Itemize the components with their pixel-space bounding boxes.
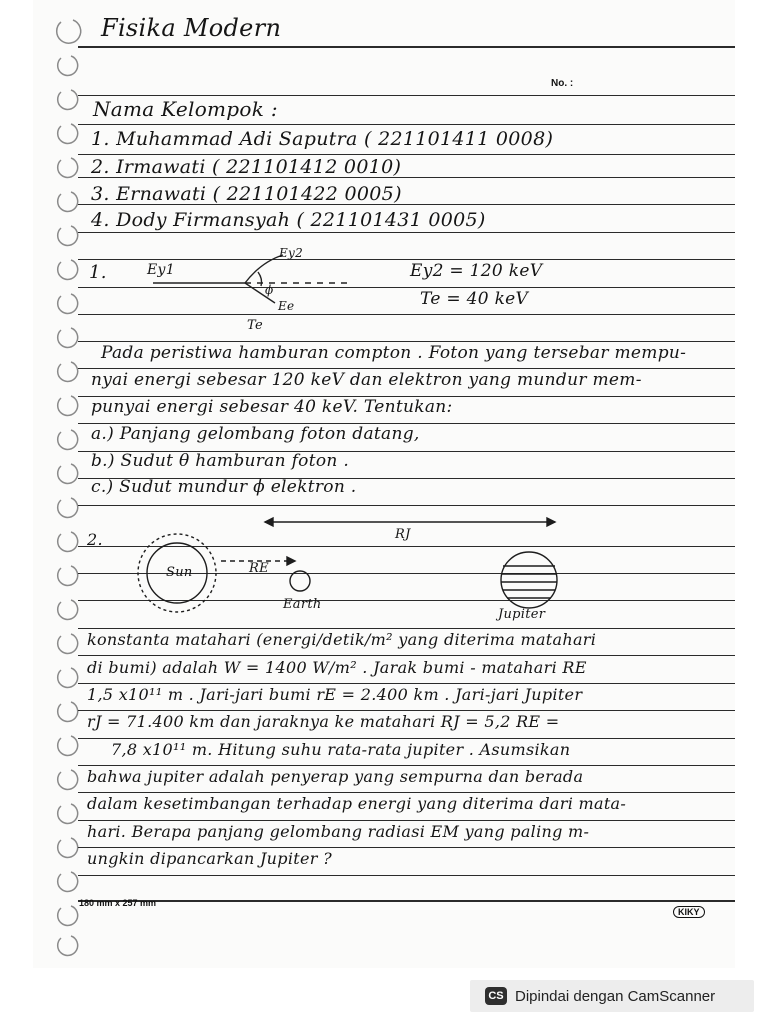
rule-line (78, 847, 735, 848)
label-jupiter: Jupiter (498, 607, 546, 622)
rule-line (78, 900, 735, 902)
solar-system-diagram (33, 0, 735, 640)
q1-part-a: a.) Panjang gelombang foton datang, (91, 424, 420, 444)
member-3: 3. Ernawati ( 221101422 0005) (91, 183, 402, 205)
rule-line (78, 792, 735, 793)
member-1: 1. Muhammad Adi Saputra ( 221101411 0008) (91, 128, 554, 150)
label-rj: RJ (395, 527, 411, 542)
rule-line (78, 710, 735, 711)
label-ey2: Ey2 (279, 246, 304, 260)
label-ee: Ee (278, 299, 295, 313)
label-sun: Sun (166, 565, 193, 580)
no-label: No. : (551, 78, 574, 89)
group-heading: Nama Kelompok : (93, 97, 278, 121)
page-title: Fisika Modern (101, 14, 282, 42)
camscanner-logo-icon: CS (485, 987, 507, 1005)
q1-number: 1. (89, 262, 107, 283)
camscanner-text: Dipindai dengan CamScanner (515, 987, 716, 1005)
label-ey1: Ey1 (147, 262, 175, 278)
rule-line (78, 655, 735, 656)
q2-line-9: ungkin dipancarkan Jupiter ? (87, 849, 332, 868)
q2-number: 2. (87, 530, 103, 549)
q2-line-3: 1,5 x10¹¹ m . Jari-jari bumi rE = 2.400 km . Jari-jari Jupiter (87, 685, 583, 704)
rule-line (78, 738, 735, 739)
notebook-page (33, 0, 735, 968)
rule-line (78, 765, 735, 766)
q2-line-4: rJ = 71.400 km dan jaraknya ke matahari RJ = 5,2 RE = (87, 712, 560, 731)
label-re: RE (249, 561, 269, 576)
paper-size-label: 180 mm x 257 mm (79, 898, 157, 908)
member-2: 2. Irmawati ( 221101412 0010) (91, 156, 402, 178)
q1-part-c: c.) Sudut mundur ϕ elektron . (91, 477, 357, 497)
q1-part-b: b.) Sudut θ hamburan foton . (91, 451, 350, 471)
given-ey2: Ey2 = 120 keV (410, 261, 543, 281)
q2-line-2: di bumi) adalah W = 1400 W/m² . Jarak bumi - matahari RE (87, 658, 587, 677)
brand-logo: KIKY (673, 906, 705, 918)
q2-line-5: 7,8 x10¹¹ m. Hitung suhu rata-rata jupiter . Asumsikan (111, 740, 571, 759)
label-earth: Earth (283, 597, 322, 612)
label-te: Te (247, 318, 263, 333)
camscanner-badge (470, 980, 754, 1012)
q2-line-6: bahwa jupiter adalah penyerap yang sempurna dan berada (87, 767, 584, 786)
earth-circle (290, 571, 310, 591)
q2-line-8: hari. Berapa panjang gelombang radiasi EM yang paling m- (87, 822, 590, 841)
q1-line-3: punyai energi sebesar 40 keV. Tentukan: (91, 397, 453, 417)
q2-line-1: konstanta matahari (energi/detik/m² yang diterima matahari (87, 630, 597, 649)
given-te: Te = 40 keV (420, 289, 529, 309)
rule-line (78, 875, 735, 876)
member-4: 4. Dody Firmansyah ( 221101431 0005) (91, 209, 486, 231)
q1-line-1: Pada peristiwa hamburan compton . Foton yang tersebar mempu- (101, 343, 687, 363)
q1-line-2: nyai energi sebesar 120 keV dan elektron yang mundur mem- (91, 370, 642, 390)
label-phi: ϕ (265, 283, 274, 297)
rule-line (78, 820, 735, 821)
rule-line (78, 683, 735, 684)
jupiter-circle (501, 552, 557, 608)
q2-line-7: dalam kesetimbangan terhadap energi yang diterima dari mata- (87, 794, 627, 813)
